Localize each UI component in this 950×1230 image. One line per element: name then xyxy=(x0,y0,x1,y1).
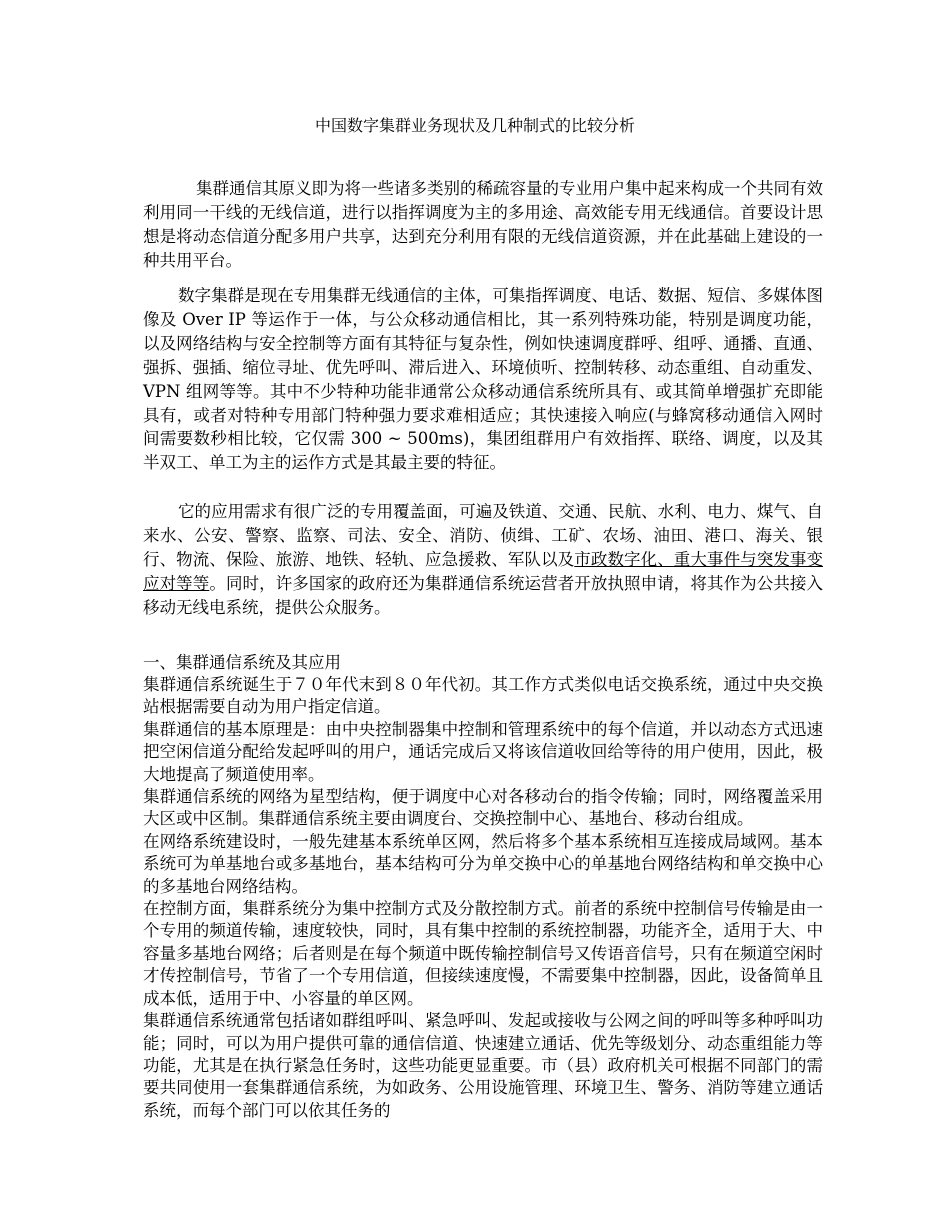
section-paragraph: 在网络系统建设时，一般先建基本系统单区网，然后将多个基本系统相互连接成局域网。基本系统可为单基地台或多基地台，基本结构可分为单交换中心的单基地台网络结构和单交换中心的多基地台网络结构。 xyxy=(143,831,823,896)
section-paragraph: 集群通信系统通常包括诸如群组呼叫、紧急呼叫、发起或接收与公网之间的呼叫等多种呼叫功能；同时，可以为用户提供可靠的通信信道、快速建立通话、优先等级划分、动态重组能力等功能，尤其是在执行紧急任务时，这些功能更显重要。市（县）政府机关可根据不同部门的需要共同使用一套集群通信系统，为如政务、公用设施管理、环境卫生、警务、消防等建立通话系统，而每个部门可以依其任务的 xyxy=(143,1011,823,1120)
section-paragraph: 集群通信的基本原理是：由中央控制器集中控制和管理系统中的每个信道，并以动态方式迅速把空闲信道分配给发起呼叫的用户，通话完成后又将该信道收回给等待的用户使用，因此，极大地提高了频道使用率。 xyxy=(143,719,823,784)
underlined-phrase: 市政数字化、重大事件与突发事变应对等等 xyxy=(143,549,824,593)
section-paragraph: 集群通信系统诞生于７０年代末到８０年代初。其工作方式类似电话交换系统，通过中央交换站根据需要自动为用户指定信道。 xyxy=(143,675,823,717)
paragraph-3-text-end: 。同时，许多国家的政府还为集群通信系统运营者开放执照申请，将其作为公共接入移动无线电系统，提供公众服务。 xyxy=(143,573,824,617)
document-title: 中国数字集群业务现状及几种制式的比较分析 xyxy=(314,116,635,135)
section-paragraph: 集群通信系统的网络为星型结构，便于调度中心对各移动台的指令传输；同时，网络覆盖采用大区或中区制。集群通信系统主要由调度台、交换控制中心、基地台、移动台组成。 xyxy=(143,787,823,829)
section-heading: 一、集群通信系统及其应用 xyxy=(143,653,341,672)
intro-paragraph-3 xyxy=(143,500,823,620)
intro-paragraph-1: 集群通信其原义即为将一些诸多类别的稀疏容量的专业用户集中起来构成一个共同有效利用同一干线的无线信道，进行以指挥调度为主的多用途、高效能专用无线通信。首要设计思想是将动态信道分配多用户共享，达到充分利用有限的无线信道资源，并在此基础上建设的一种共用平台。 xyxy=(143,179,823,270)
section-paragraph: 在控制方面，集群系统分为集中控制方式及分散控制方式。前者的系统中控制信号传输是由一个专用的频道传输，速度较快，同时，具有集中控制的系统控制器，功能齐全，适用于大、中容量多基地台网络；后者则是在每个频道中既传输控制信号又传语音信号，只有在频道空闲时才传控制信号，节省了一个专用信道，但接续速度慢，不需要集中控制器，因此，设备简单且成本低，适用于中、小容量的单区网。 xyxy=(143,899,823,1008)
intro-paragraph-2: 数字集群是现在专用集群无线通信的主体，可集指挥调度、电话、数据、短信、多媒体图像及 Over IP 等运作于一体，与公众移动通信相比，其一系列特殊功能，特别是调度功能，以及网络结构与安全控制等方面有其特征与复杂性，例如快速调度群呼、组呼、通播、直通、强拆、强插、缩位寻址、优先呼叫、滞后进入、环境侦听、控制转移、动态重组、自动重发、VPN 组网等等。其中不少特种功能非通常公众移动通信系统所具有、或其简单增强扩充即能具有，或者对特种专用部门特种强力要求难相适应；其快速接入响应(与蜂窝移动通信入网时间需要数秒相比较，它仅需 300 ~ 500ms)，集团组群用户有效指挥、联络、调度，以及其半双工、单工为主的运作方式是其最主要的特征。 xyxy=(143,286,823,473)
section-body xyxy=(143,674,823,1122)
paragraph-3-text-start: 它的应用需求有很广泛的专用覆盖面，可遍及铁道、交通、民航、水利、电力、煤气、自来水、公安、警察、监察、司法、安全、消防、侦缉、工矿、农场、油田、港口、海关、银行、物流、保险、旅游、地铁、轻轨、应急援救、军队以及 xyxy=(143,502,823,569)
